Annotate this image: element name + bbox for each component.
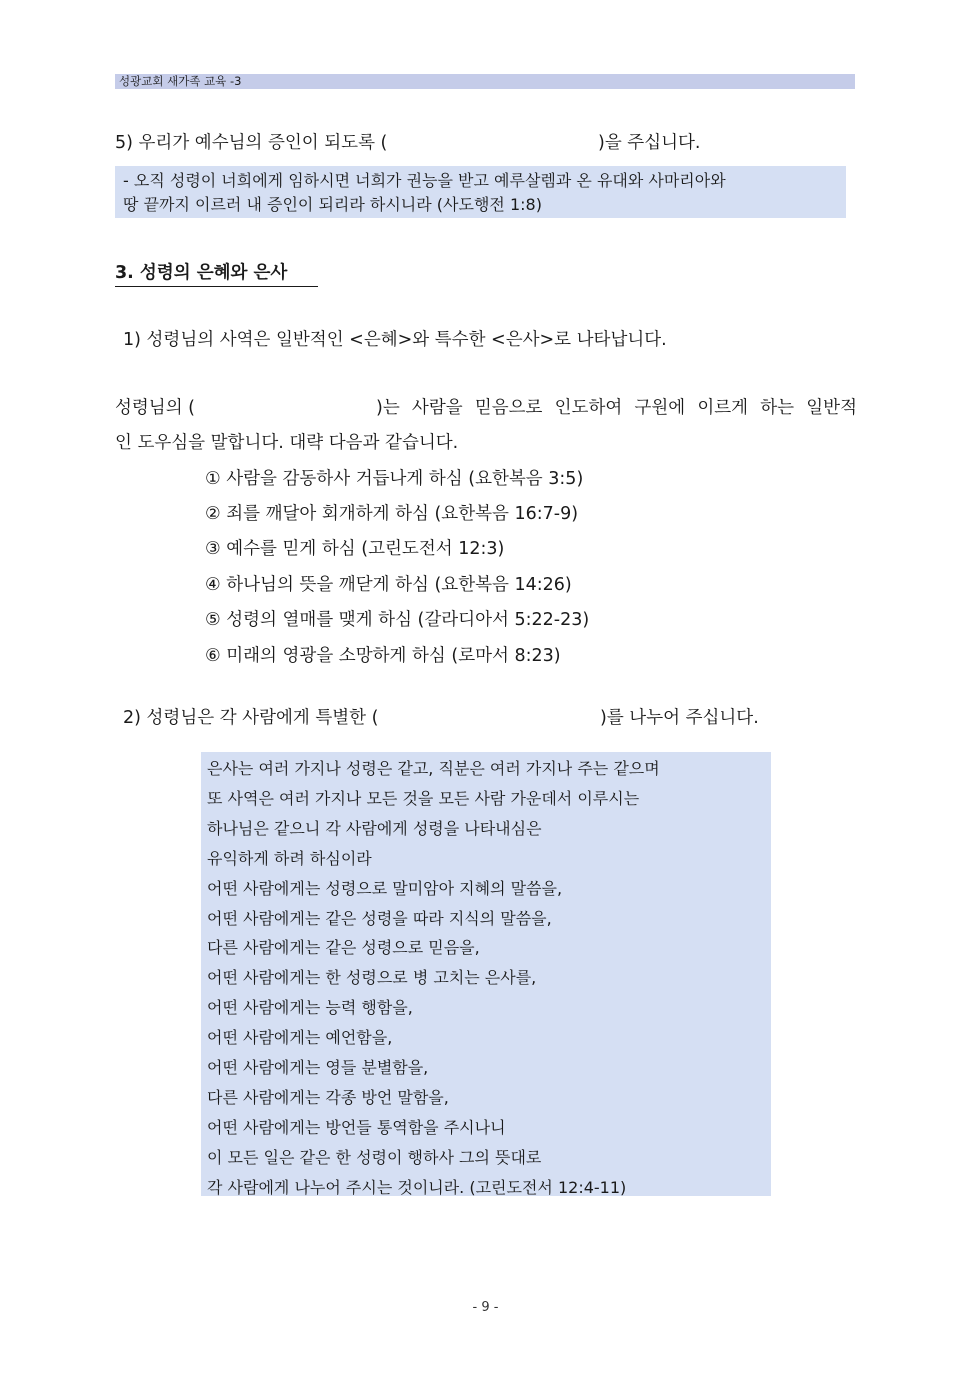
grace-list-item: ④ 하나님의 뜻을 깨닫게 하심 (요한복음 14:26) [205,575,572,595]
item2-text-before: 2) 성령님은 각 사람에게 특별한 ( [123,708,379,728]
quote-line: 땅 끝까지 이르러 내 증인이 되리라 하시니라 (사도행전 1:8) [123,195,542,214]
grace-list-item: ⑤ 성령의 열매를 맺게 하심 (갈라디아서 5:22-23) [205,610,590,630]
word: )는 [376,398,400,418]
quote-line: 어떤 사람에게는 방언들 통역함을 주시나니 [207,1117,506,1137]
quote-line: 또 사역은 여러 가지나 모든 것을 모든 사람 가운데서 이루시는 [207,788,640,808]
word: 인도하여 [554,398,623,418]
section5-line [115,132,387,154]
item1-text: 1) 성령님의 사역은 일반적인 <은혜>와 특수한 <은사>로 나타납니다. [123,330,667,350]
quote-line: 어떤 사람에게는 예언함을, [207,1028,393,1048]
word: 일반적 [806,398,857,418]
quote-line: 어떤 사람에게는 성령으로 말미암아 지혜의 말씀을, [207,878,563,898]
document-header [115,74,855,89]
grace-list-item: ⑥ 미래의 영광을 소망하게 하심 (로마서 8:23) [205,646,561,666]
section-heading-text: 3. 성령의 은혜와 은사 [115,263,288,283]
quote-line: - 오직 성령이 너희에게 임하시면 너희가 권능을 받고 예루살렘과 온 유대와 사마리아와 [123,171,726,190]
section5-text-after: )을 주십니다. [598,133,701,153]
quote-line: 각 사람에게 나누어 주시는 것이니라. (고린도전서 12:4-11) [207,1177,627,1197]
item2-text-after: )를 나누어 주십니다. [600,708,759,728]
quote-line: 다른 사람에게는 같은 성령으로 믿음을, [207,938,480,958]
page-number: - 9 - [472,1300,499,1315]
quote-line: 어떤 사람에게는 영들 분별함을, [207,1058,429,1078]
quote-line: 어떤 사람에게는 능력 행함을, [207,998,413,1018]
word: 구원에 [634,398,686,418]
section-heading [115,262,318,287]
grace-line1-rest [376,397,857,419]
acts-quote-box [115,166,846,218]
word: 하는 [760,398,795,418]
grace-line1-start: 성령님의 ( [115,398,196,418]
word: 이르게 [697,398,749,418]
quote-line: 어떤 사람에게는 한 성령으로 병 고치는 은사를, [207,968,537,988]
quote-line: 유익하게 하려 하심이라 [207,848,372,868]
grace-line2: 인 도우심을 말합니다. 대략 다음과 같습니다. [115,433,459,453]
corinthians-quote-box [201,752,771,1196]
quote-line: 은사는 여러 가지나 성령은 같고, 직분은 여러 가지나 주는 같으며 [207,759,660,778]
section5-line-end [598,132,700,154]
grace-list-item: ① 사람을 감동하사 거듭나게 하심 (요한복음 3:5) [205,469,584,489]
quote-line: 다른 사람에게는 각종 방언 말함을, [207,1087,449,1107]
word: 믿음으로 [474,398,543,418]
header-title: 성광교회 새가족 교육 -3 [119,74,242,88]
quote-line: 하나님은 같으니 각 사람에게 성령을 나타내심은 [207,818,542,838]
quote-line: 어떤 사람에게는 같은 성령을 따라 지식의 말씀을, [207,908,552,928]
grace-list-item: ③ 예수를 믿게 하심 (고린도전서 12:3) [205,539,505,559]
grace-list-item: ② 죄를 깨달아 회개하게 하심 (요한복음 16:7-9) [205,504,579,524]
quote-line: 이 모든 일은 같은 한 성령이 행하사 그의 뜻대로 [207,1147,542,1167]
word: 사람을 [411,398,463,418]
section5-text-before: 5) 우리가 예수님의 증인이 되도록 ( [115,133,388,153]
